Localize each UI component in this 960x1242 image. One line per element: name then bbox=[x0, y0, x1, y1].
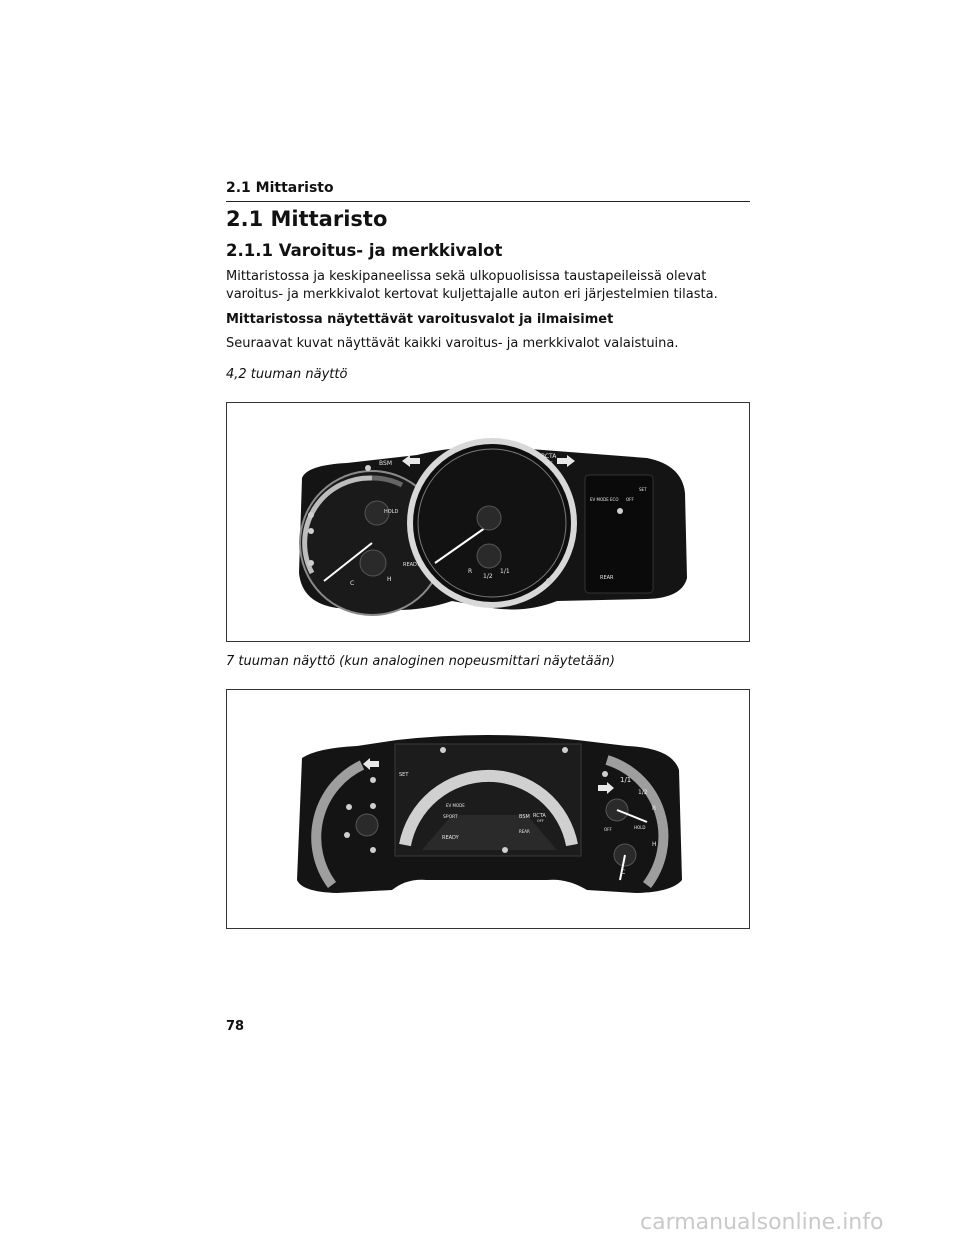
ready-label: READY bbox=[442, 835, 459, 841]
abs-indicator-icon bbox=[344, 832, 350, 838]
watermark: carmanualsonline.info bbox=[640, 1210, 884, 1235]
brake-indicator-icon bbox=[308, 560, 314, 566]
page-number: 78 bbox=[226, 1019, 245, 1034]
rear-label: REAR bbox=[519, 829, 530, 834]
hold-label: HOLD bbox=[384, 509, 399, 515]
figure1-caption: 4,2 tuuman näyttö bbox=[226, 367, 348, 382]
rcta-label: RCTA bbox=[533, 813, 546, 819]
bsm-label: BSM bbox=[379, 460, 392, 467]
hood-indicator-icon bbox=[546, 578, 552, 584]
instrument-cluster-illustration-2 bbox=[227, 690, 749, 928]
rcta-off-label: OFF bbox=[537, 819, 544, 823]
rcta-label: RCTA bbox=[541, 453, 557, 460]
temp-gauge-c-label: C bbox=[350, 580, 355, 587]
eco-label: ECO bbox=[610, 497, 619, 502]
running-header: 2.1 Mittaristo bbox=[226, 180, 750, 202]
seatbelt-indicator-icon bbox=[308, 528, 314, 534]
ready-label: READY bbox=[403, 562, 420, 568]
lane-assist-indicator-icon bbox=[502, 847, 508, 853]
temp-gauge-h-label: H bbox=[387, 576, 392, 583]
fuel-gauge-full-label: 1/1 bbox=[500, 568, 510, 575]
vehicle-indicator-icon bbox=[440, 747, 446, 753]
bold-heading: Mittaristossa näytettävät varoitusvalot ja ilmaisimet bbox=[226, 312, 614, 327]
sport-label: SPORT bbox=[443, 815, 458, 820]
off-label: OFF bbox=[626, 497, 634, 502]
warning-indicator-icon bbox=[365, 465, 371, 471]
intro-paragraph: Mittaristossa ja keskipaneelissa sekä ulkopuolisissa taustapeileissä olevat varoitus- ja merkkivalot kertovat kuljettajalle auton eri järjestelmien tilasta. bbox=[226, 269, 718, 302]
temp-gauge-h-label: H bbox=[652, 841, 657, 848]
headlight-indicator-icon bbox=[562, 747, 568, 753]
fuel-gauge-full-label: 1/1 bbox=[620, 776, 632, 784]
hold-label: HOLD bbox=[634, 825, 646, 830]
body-text: Seuraavat kuvat näyttävät kaikki varoitus- ja merkkivalot valaistuina. bbox=[226, 336, 679, 351]
set-label: SET bbox=[399, 772, 409, 778]
off-label: OFF bbox=[604, 827, 612, 832]
fuel-gauge-half-label: 1/2 bbox=[483, 573, 493, 580]
figure-7-inch-display bbox=[226, 689, 750, 929]
fuel-gauge-r-label: R bbox=[652, 805, 657, 812]
subsection-title: 2.1.1 Varoitus- ja merkkivalot bbox=[226, 241, 503, 260]
bsm-label: BSM bbox=[519, 814, 530, 820]
figure2-caption: 7 tuuman näyttö (kun analoginen nopeusmittari näytetään) bbox=[226, 654, 615, 669]
airbag-indicator-icon bbox=[346, 804, 352, 810]
fuel-gauge-half-label: 1/2 bbox=[638, 789, 648, 796]
ev-mode-label: EV MODE bbox=[446, 803, 465, 808]
engine-indicator-icon bbox=[602, 771, 608, 777]
ev-mode-label: EV MODE bbox=[590, 497, 609, 502]
figure-4-2-inch-display bbox=[226, 402, 750, 642]
temp-gauge-c-label: C bbox=[621, 869, 626, 876]
rcta-off-label: OFF bbox=[545, 461, 553, 466]
fuel-gauge-r-label: R bbox=[468, 568, 473, 575]
parking-brake-indicator-icon bbox=[370, 847, 376, 853]
instrument-cluster-illustration-1 bbox=[227, 403, 749, 641]
multi-information-display bbox=[585, 475, 653, 593]
section-title: 2.1 Mittaristo bbox=[226, 207, 388, 231]
seatbelt-indicator-icon bbox=[370, 777, 376, 783]
rear-label: REAR bbox=[600, 575, 614, 581]
lane-assist-indicator-icon bbox=[617, 508, 623, 514]
door-open-indicator-icon bbox=[370, 803, 376, 809]
airbag-indicator-icon bbox=[308, 512, 314, 518]
set-label: SET bbox=[639, 487, 647, 492]
